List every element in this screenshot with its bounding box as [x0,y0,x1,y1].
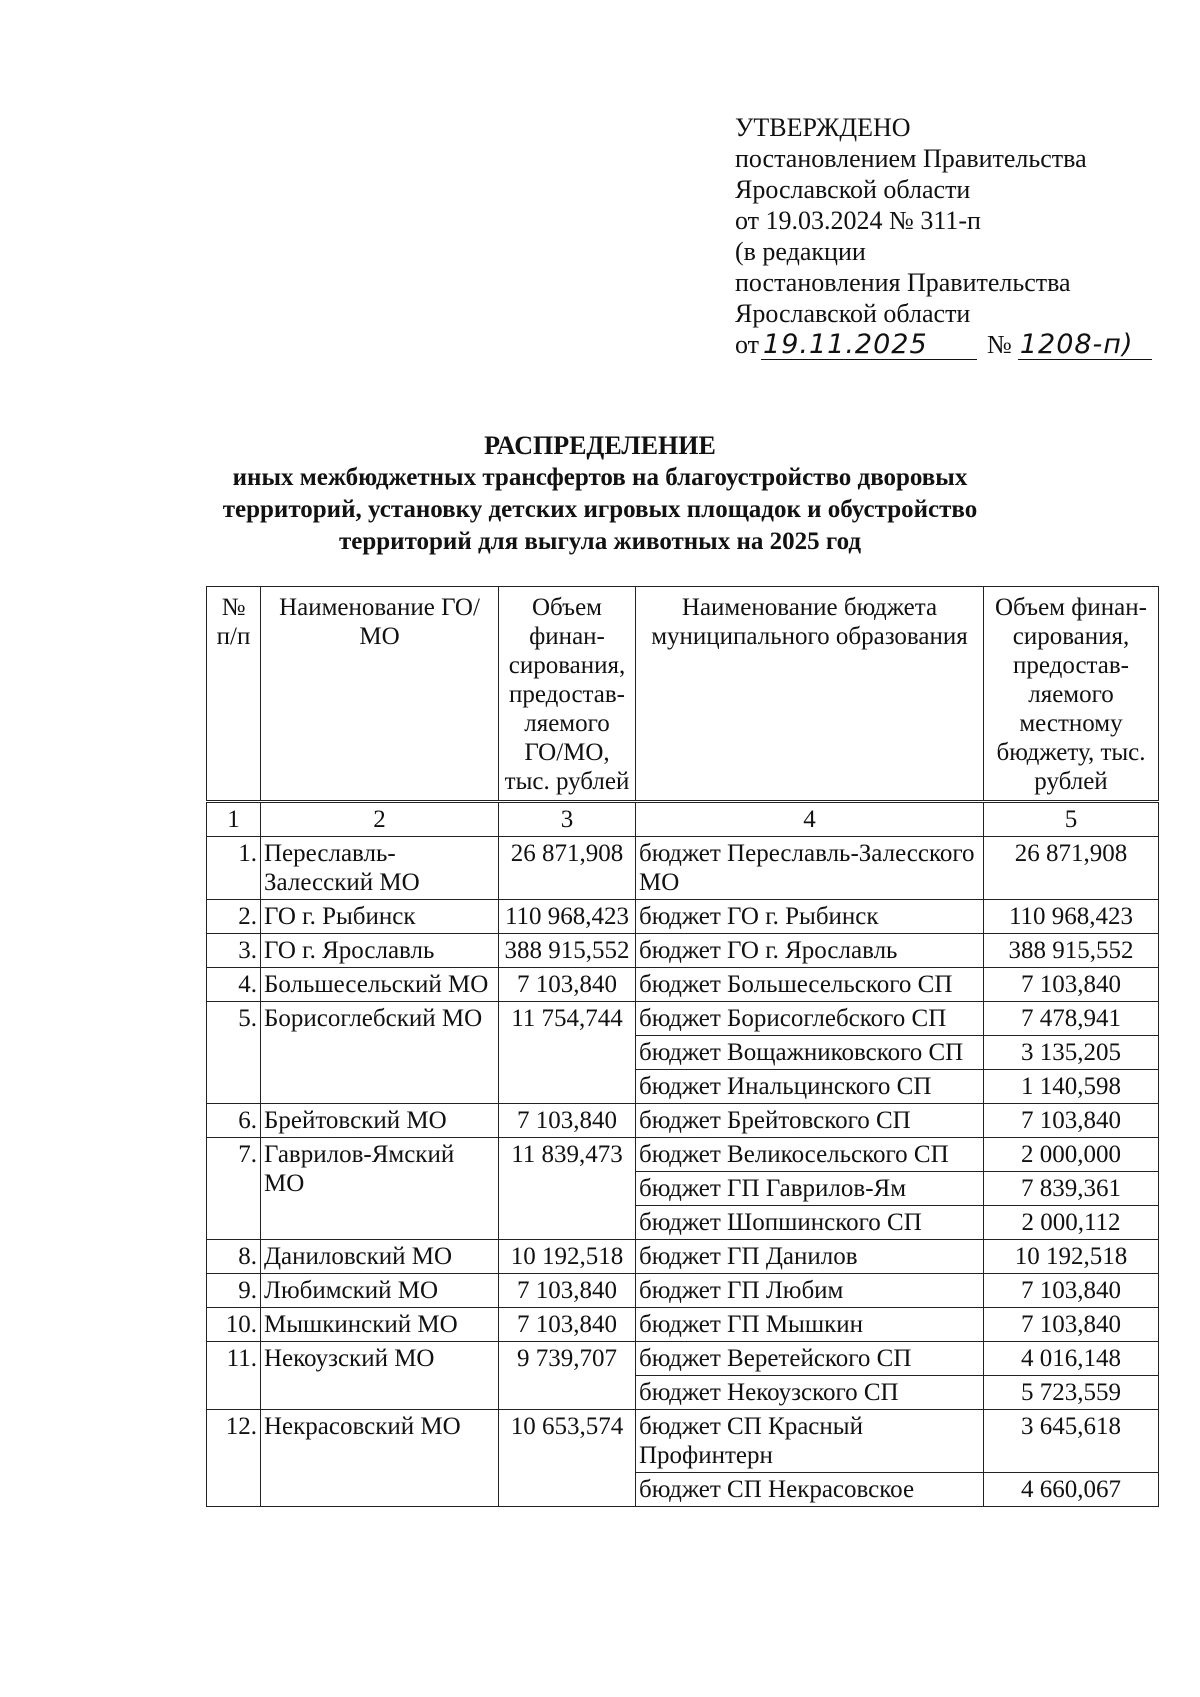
row-number: 11. [207,1342,261,1410]
municipality-name: Любимский МО [261,1274,499,1308]
table-header-row [207,587,1159,802]
municipality-total: 7 103,840 [499,1104,636,1138]
table-row [207,1240,1159,1274]
title-line: иных межбюджетных трансфертов на благоустройство дворовых [232,464,968,491]
column-number: 2 [261,802,499,837]
row-number: 4. [207,968,261,1002]
budget-amount: 4 660,067 [984,1473,1159,1507]
budget-name: бюджет СП Некрасовское [636,1473,984,1507]
budget-name: бюджет ГП Гаврилов-Ям [636,1172,984,1206]
municipality-total: 7 103,840 [499,1308,636,1342]
number-sign: № [987,330,1012,359]
table-row [207,934,1159,968]
row-number: 8. [207,1240,261,1274]
municipality-total: 7 103,840 [499,968,636,1002]
table-row [207,1342,1159,1376]
budget-name: бюджет Инальцинского СП [636,1070,984,1104]
budget-amount: 110 968,423 [984,900,1159,934]
municipality-name: Борисоглебский МО [261,1002,499,1104]
handwritten-date: 19.11.2025 [761,331,977,360]
budget-amount: 2 000,112 [984,1206,1159,1240]
header-cell: Объем финан-сирования, предостав-ляемого ГО/МО, тыс. рублей [499,587,636,802]
budget-name: бюджет Переславль-Залесского МО [636,837,984,900]
table-row [207,1138,1159,1172]
budget-name: бюджет ГП Любим [636,1274,984,1308]
row-number: 1. [207,837,261,900]
budget-name: бюджет ГП Данилов [636,1240,984,1274]
table-row [207,1308,1159,1342]
budget-name: бюджет ГО г. Ярославль [636,934,984,968]
municipality-name: ГО г. Рыбинск [261,900,499,934]
column-number: 4 [636,802,984,837]
budget-amount: 388 915,552 [984,934,1159,968]
budget-amount: 4 016,148 [984,1342,1159,1376]
row-number: 5. [207,1002,261,1104]
approval-line: Ярославской области [735,299,971,328]
budget-name: бюджет Шопшинского СП [636,1206,984,1240]
budget-amount: 7 478,941 [984,1002,1159,1036]
budget-amount: 7 839,361 [984,1172,1159,1206]
row-number: 10. [207,1308,261,1342]
budget-name: бюджет Борисоглебского СП [636,1002,984,1036]
budget-amount: 7 103,840 [984,1274,1159,1308]
municipality-total: 9 739,707 [499,1342,636,1410]
column-number-row [207,802,1159,837]
table-row [207,1104,1159,1138]
approval-line: (в редакции [735,237,866,266]
header-cell: Наименование ГО/МО [261,587,499,802]
column-number: 3 [499,802,636,837]
budget-amount: 3 645,618 [984,1410,1159,1473]
municipality-total: 110 968,423 [499,900,636,934]
table-row [207,1002,1159,1036]
municipality-total: 26 871,908 [499,837,636,900]
table-row [207,1274,1159,1308]
budget-name: бюджет Великосельского СП [636,1138,984,1172]
column-number: 1 [207,802,261,837]
municipality-name: Переславль-Залесский МО [261,837,499,900]
municipality-name: Большесельский МО [261,968,499,1002]
budget-amount: 1 140,598 [984,1070,1159,1104]
column-number: 5 [984,802,1159,837]
municipality-name: Некрасовский МО [261,1410,499,1507]
budget-amount: 7 103,840 [984,1308,1159,1342]
title-line: территорий для выгула животных на 2025 год [338,528,862,555]
budget-name: бюджет Большесельского СП [636,968,984,1002]
budget-name: бюджет ГО г. Рыбинск [636,900,984,934]
table-row [207,837,1159,900]
header-cell: Наименование бюджета муниципального образования [636,587,984,802]
budget-amount: 2 000,000 [984,1138,1159,1172]
municipality-name: ГО г. Ярославль [261,934,499,968]
budget-amount: 7 103,840 [984,1104,1159,1138]
header-cell: № п/п [207,587,261,802]
budget-name: бюджет Веретейского СП [636,1342,984,1376]
budget-amount: 3 135,205 [984,1036,1159,1070]
row-number: 2. [207,900,261,934]
budget-name: бюджет Некоузского СП [636,1376,984,1410]
budget-name: бюджет ГП Мышкин [636,1308,984,1342]
approval-block [735,112,1152,360]
municipality-total: 10 653,574 [499,1410,636,1507]
table-row [207,900,1159,934]
municipality-name: Гаврилов-Ямский МО [261,1138,499,1240]
row-number: 12. [207,1410,261,1507]
municipality-name: Мышкинский МО [261,1308,499,1342]
approval-line: от 19.03.2024 № 311-п [735,206,981,235]
document-title [170,430,1030,558]
budget-amount: 10 192,518 [984,1240,1159,1274]
row-number: 9. [207,1274,261,1308]
approval-date-line [735,329,1152,360]
approval-line: УТВЕРЖДЕНО [735,113,911,142]
municipality-total: 7 103,840 [499,1274,636,1308]
budget-amount: 26 871,908 [984,837,1159,900]
municipality-name: Даниловский МО [261,1240,499,1274]
title-line: РАСПРЕДЕЛЕНИЕ [484,431,716,460]
budget-amount: 7 103,840 [984,968,1159,1002]
municipality-total: 10 192,518 [499,1240,636,1274]
row-number: 3. [207,934,261,968]
table-row [207,968,1159,1002]
approval-line: постановлением Правительства [735,144,1087,173]
budget-amount: 5 723,559 [984,1376,1159,1410]
row-number: 6. [207,1104,261,1138]
distribution-table [206,586,1159,1507]
row-number: 7. [207,1138,261,1240]
handwritten-number: 1208-п) [1018,331,1152,360]
municipality-total: 11 754,744 [499,1002,636,1104]
title-line: территорий, установку детских игровых площадок и обустройство [222,496,978,523]
budget-name: бюджет СП Красный Профинтерн [636,1410,984,1473]
approval-line: постановления Правительства [735,268,1071,297]
table-row [207,1410,1159,1473]
approval-line: Ярославской области [735,175,971,204]
date-prefix: от [735,330,760,359]
municipality-name: Брейтовский МО [261,1104,499,1138]
header-cell: Объем финан-сирования, предостав-ляемого местному бюджету, тыс. рублей [984,587,1159,802]
municipality-total: 11 839,473 [499,1138,636,1240]
budget-name: бюджет Брейтовского СП [636,1104,984,1138]
municipality-total: 388 915,552 [499,934,636,968]
budget-name: бюджет Вощажниковского СП [636,1036,984,1070]
municipality-name: Некоузский МО [261,1342,499,1410]
